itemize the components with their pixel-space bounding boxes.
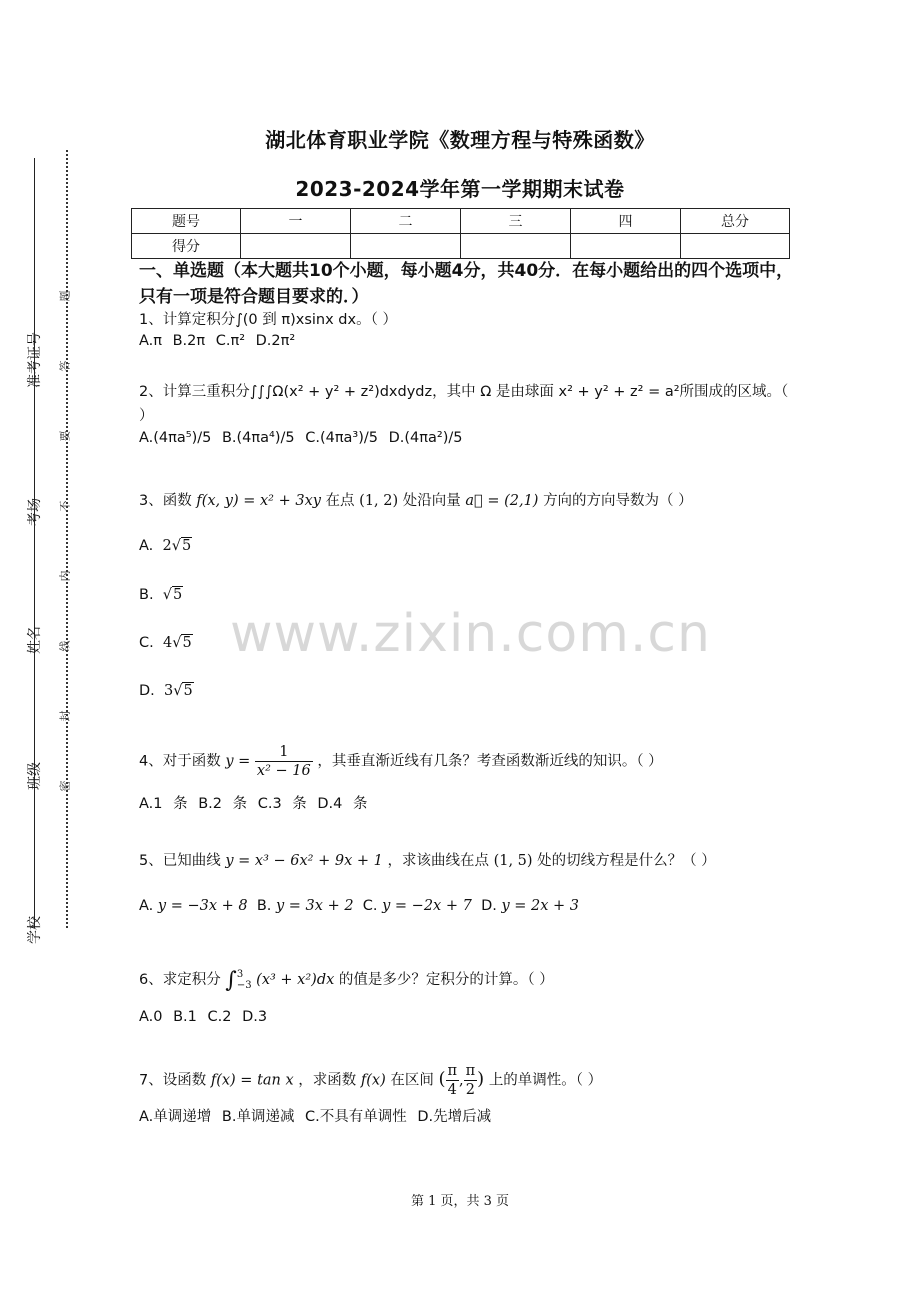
q7-pre: 7、设函数 [139,1072,207,1089]
q5-pre: 5、已知曲线 [139,853,221,869]
question-6-options: A.0 B.1 C.2 D.3 [139,1009,268,1025]
option-equation: y = 2x + 3 [501,898,580,914]
seal-char-feng: 封 [58,710,72,722]
interval-start-fraction [446,1062,460,1099]
score-input-cell[interactable] [241,234,351,259]
question-3-option-b [139,587,183,603]
q4-lhs: y = [225,753,251,770]
question-3-option-d [139,683,194,699]
question-3-option-a [139,538,192,554]
seal-char-mi: 密 [58,780,72,792]
q3-mid1: 在点 [325,493,355,509]
q4-post: ，其垂直渐近线有几条？考查函数渐近线的知识。（ ） [317,753,663,770]
radicand: 5 [183,683,193,699]
option-equation: y = −3x + 8 [157,898,248,914]
option-equation: y = 3x + 2 [276,898,354,914]
interval-close-paren: ) [477,1068,485,1090]
radical-coef: 4 [162,635,173,651]
binder-dotted-line [66,150,68,928]
q4-fraction [255,743,313,780]
option-radical: 2√5 [162,538,192,554]
q5-post: 处的切线方程是什么？（ ） [537,853,716,869]
question-7-stem [139,1062,799,1099]
binder-label-exam-room: 考场 [27,498,43,526]
score-table-score-row [132,234,790,259]
q4-pre: 4、对于函数 [139,753,221,770]
question-5-options [139,898,579,914]
interval-open-paren: ( [438,1068,446,1090]
score-header-cell: 二 [351,209,461,234]
fraction-denominator: 4 [447,1082,457,1098]
integral-upper-limit: 3 [236,969,244,980]
score-header-cell: 总分 [681,209,790,234]
option-label: B. [256,898,272,914]
q3-post: 方向的方向导数为（ ） [543,493,693,509]
score-table-header-row [132,209,790,234]
binder-label-class: 班级 [27,762,43,790]
binder-label-exam-id: 准考证号 [27,332,43,388]
seal-char-xian: 线 [58,640,72,652]
fraction-denominator: 2 [465,1082,476,1098]
question-2-options: A.(4πa⁵)/5 B.(4πa⁴)/5 C.(4πa³)/5 D.(4πa²)/5 [139,430,463,446]
question-1-options: A.π B.2π C.π² D.2π² [139,333,296,349]
q3-point: (1, 2) [359,493,399,509]
interval-end-fraction [464,1062,478,1099]
q6-pre: 6、求定积分 [139,972,221,988]
q5-point: (1, 5) [493,853,533,869]
q3-vector: a⃗ = (2,1) [465,493,539,509]
seal-char-da: 答 [58,360,72,372]
q7-post: 上的单调性。（ ） [488,1072,603,1089]
score-header-cell: 三 [461,209,571,234]
q3-mid2: 处沿向量 [402,493,461,509]
question-2-stem: 2、计算三重积分∫∫∫Ω(x² + y² + z²)dxdydz，其中 Ω 是由球面 x² + y² + z² = a²所围成的区域。（ ） [139,384,789,424]
option-label: C. [362,898,378,914]
option-label: B. [139,587,154,603]
q3-pre: 3、函数 [139,493,192,509]
fraction-numerator: π [447,1063,458,1079]
radicand: 5 [181,538,192,554]
seal-char-yao: 要 [58,430,72,442]
fraction-numerator: 1 [255,743,313,762]
binder-label-school: 学校 [27,916,43,944]
option-radical: 3√5 [164,683,193,699]
option-label: A. [139,898,154,914]
score-input-cell[interactable] [351,234,461,259]
fraction-denominator: x² − 16 [256,763,311,779]
binder-label-name: 姓名 [27,626,43,654]
option-label: C. [139,635,154,651]
option-label: D. [139,683,155,699]
q6-post: 的值是多少？定积分的计算。（ ） [338,972,554,988]
seal-char-nei: 内 [58,570,72,582]
option-radical: √5 [162,587,183,603]
radical-coef: 3 [164,683,174,699]
option-equation: y = −2x + 7 [382,898,472,914]
seal-char-ti: 题 [58,290,72,302]
integral-sign-icon: ∫ [225,968,237,993]
option-label: A. [139,538,154,554]
page-footer: 第 1 页，共 3 页 [410,1194,510,1209]
score-header-cell: 四 [571,209,681,234]
seal-char-bu: 不 [58,500,72,512]
score-header-cell: 一 [241,209,351,234]
score-table [131,208,790,259]
radicand: 5 [182,635,192,651]
question-1-stem: 1、计算定积分∫(0 到 π)xsinx dx。（ ） [139,312,397,328]
question-4-options: A.1 条 B.2 条 C.3 条 D.4 条 [139,796,368,812]
q7-mid2: 在区间 [390,1072,434,1089]
score-input-cell[interactable] [461,234,571,259]
score-input-cell[interactable] [681,234,790,259]
question-3-stem [139,489,799,513]
page-title-line2: 2023-2024学年第一学期期末试卷 [295,177,625,201]
binder-solid-line [34,158,35,928]
question-7-options: A.单调递增 B.单调递减 C.不具有单调性 D.先增后减 [139,1109,492,1125]
score-input-cell[interactable] [571,234,681,259]
watermark: www.zixin.com.cn [230,604,711,664]
fraction-numerator: π [465,1063,476,1079]
q7-function: f(x) = tan x [210,1072,294,1089]
q7-mid1: ，求函数 [298,1072,357,1089]
score-row-label: 得分 [132,234,241,259]
integral-lower-limit: −3 [236,980,252,991]
question-4-stem [139,743,799,780]
question-6-stem [139,968,799,993]
page-title-line1: 湖北体育职业学院《数理方程与特殊函数》 [265,128,655,152]
q7-function2: f(x) [360,1072,386,1089]
q5-mid: ，求该曲线在点 [387,853,489,869]
option-radical: 4√5 [162,635,192,651]
q3-function: f(x, y) = x² + 3xy [196,493,321,509]
question-3-option-c [139,635,193,651]
score-header-cell: 题号 [132,209,241,234]
radical-coef: 2 [162,538,172,554]
q5-curve: y = x³ − 6x² + 9x + 1 [225,853,383,869]
question-5-stem [139,849,799,873]
q6-integrand: (x³ + x²)dx [256,972,335,988]
interval-comma: , [459,1072,464,1089]
radicand: 5 [173,587,183,603]
section-heading: 一、单选题（本大题共10个小题，每小题4分，共40分．在每小题给出的四个选项中，只有一项是符合题目要求的．） [139,261,794,307]
option-label: D. [481,898,497,914]
